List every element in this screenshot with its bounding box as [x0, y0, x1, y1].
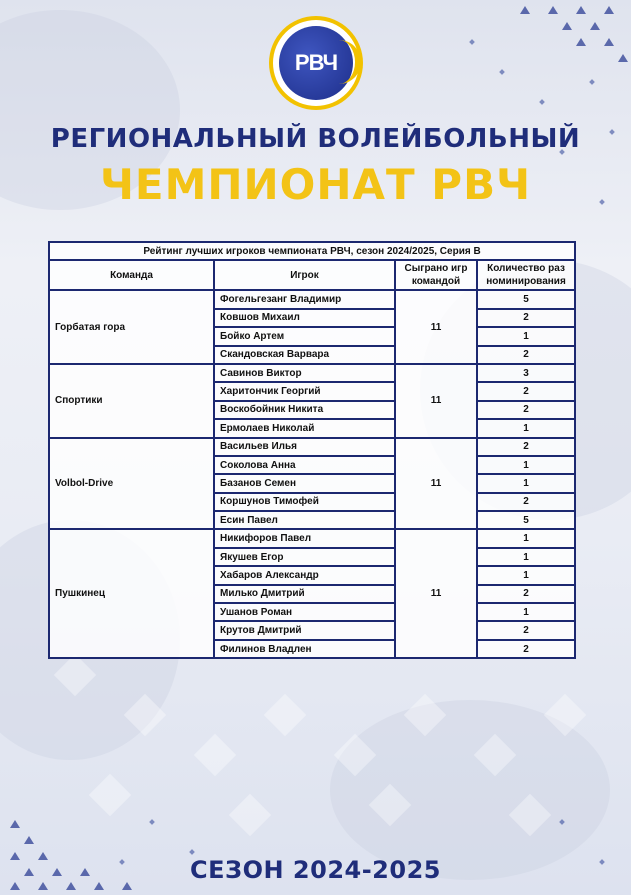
nomination-count-cell: 1 [477, 529, 575, 547]
table-row [49, 438, 575, 456]
nomination-count-cell: 1 [477, 456, 575, 474]
player-name-cell: Крутов Дмитрий [214, 621, 395, 639]
player-name-cell: Якушев Егор [214, 548, 395, 566]
nomination-count-cell: 2 [477, 401, 575, 419]
rvch-logo [273, 20, 359, 106]
player-name-cell: Ермолаев Николай [214, 419, 395, 437]
title-line-2: ЧЕМПИОНАТ РВЧ [99, 160, 532, 209]
player-name-cell: Васильев Илья [214, 438, 395, 456]
nomination-count-cell: 2 [477, 640, 575, 658]
nomination-count-cell: 5 [477, 511, 575, 529]
nomination-count-cell: 3 [477, 364, 575, 382]
player-name-cell: Милько Дмитрий [214, 585, 395, 603]
player-name-cell: Савинов Виктор [214, 364, 395, 382]
player-name-cell: Никифоров Павел [214, 529, 395, 547]
player-name-cell: Харитончик Георгий [214, 382, 395, 400]
table-row [49, 529, 575, 547]
header-nominations: Количество раз номинирования [477, 260, 575, 290]
season-label: СЕЗОН 2024-2025 [190, 856, 441, 884]
player-name-cell: Бойко Артем [214, 327, 395, 345]
team-name-cell: Пушкинец [49, 529, 214, 658]
player-name-cell: Хабаров Александр [214, 566, 395, 584]
logo-text: РВЧ [294, 50, 338, 75]
nomination-count-cell: 1 [477, 419, 575, 437]
nomination-count-cell: 1 [477, 327, 575, 345]
games-played-cell: 11 [395, 290, 477, 364]
team-name-cell: Горбатая гора [49, 290, 214, 364]
table-row [49, 290, 575, 308]
team-name-cell: Спортики [49, 364, 214, 438]
table-caption: Рейтинг лучших игроков чемпионата РВЧ, сезон 2024/2025, Серия В [49, 242, 575, 260]
nomination-count-cell: 2 [477, 493, 575, 511]
table-row [49, 364, 575, 382]
nomination-count-cell: 2 [477, 438, 575, 456]
games-played-cell: 11 [395, 364, 477, 438]
player-name-cell: Базанов Семен [214, 474, 395, 492]
player-name-cell: Скандовская Варвара [214, 346, 395, 364]
nomination-count-cell: 2 [477, 309, 575, 327]
header-team: Команда [49, 260, 214, 290]
table-body [49, 290, 575, 658]
games-played-cell: 11 [395, 438, 477, 530]
nomination-count-cell: 2 [477, 382, 575, 400]
player-name-cell: Ушанов Роман [214, 603, 395, 621]
nomination-count-cell: 2 [477, 585, 575, 603]
player-name-cell: Филинов Владлен [214, 640, 395, 658]
player-name-cell: Фогельгезанг Владимир [214, 290, 395, 308]
player-name-cell: Соколова Анна [214, 456, 395, 474]
title-line-1: РЕГИОНАЛЬНЫЙ ВОЛЕЙБОЛЬНЫЙ [50, 124, 581, 154]
nomination-count-cell: 5 [477, 290, 575, 308]
games-played-cell: 11 [395, 529, 477, 658]
header-games: Сыграно игр командой [395, 260, 477, 290]
nomination-count-cell: 2 [477, 346, 575, 364]
player-name-cell: Воскобойник Никита [214, 401, 395, 419]
header-player: Игрок [214, 260, 395, 290]
nomination-count-cell: 1 [477, 548, 575, 566]
nomination-count-cell: 1 [477, 566, 575, 584]
nomination-count-cell: 1 [477, 603, 575, 621]
player-name-cell: Ковшов Михаил [214, 309, 395, 327]
nomination-count-cell: 1 [477, 474, 575, 492]
player-name-cell: Коршунов Тимофей [214, 493, 395, 511]
player-name-cell: Есин Павел [214, 511, 395, 529]
rating-table [48, 241, 576, 659]
nomination-count-cell: 2 [477, 621, 575, 639]
team-name-cell: Volbol-Drive [49, 438, 214, 530]
